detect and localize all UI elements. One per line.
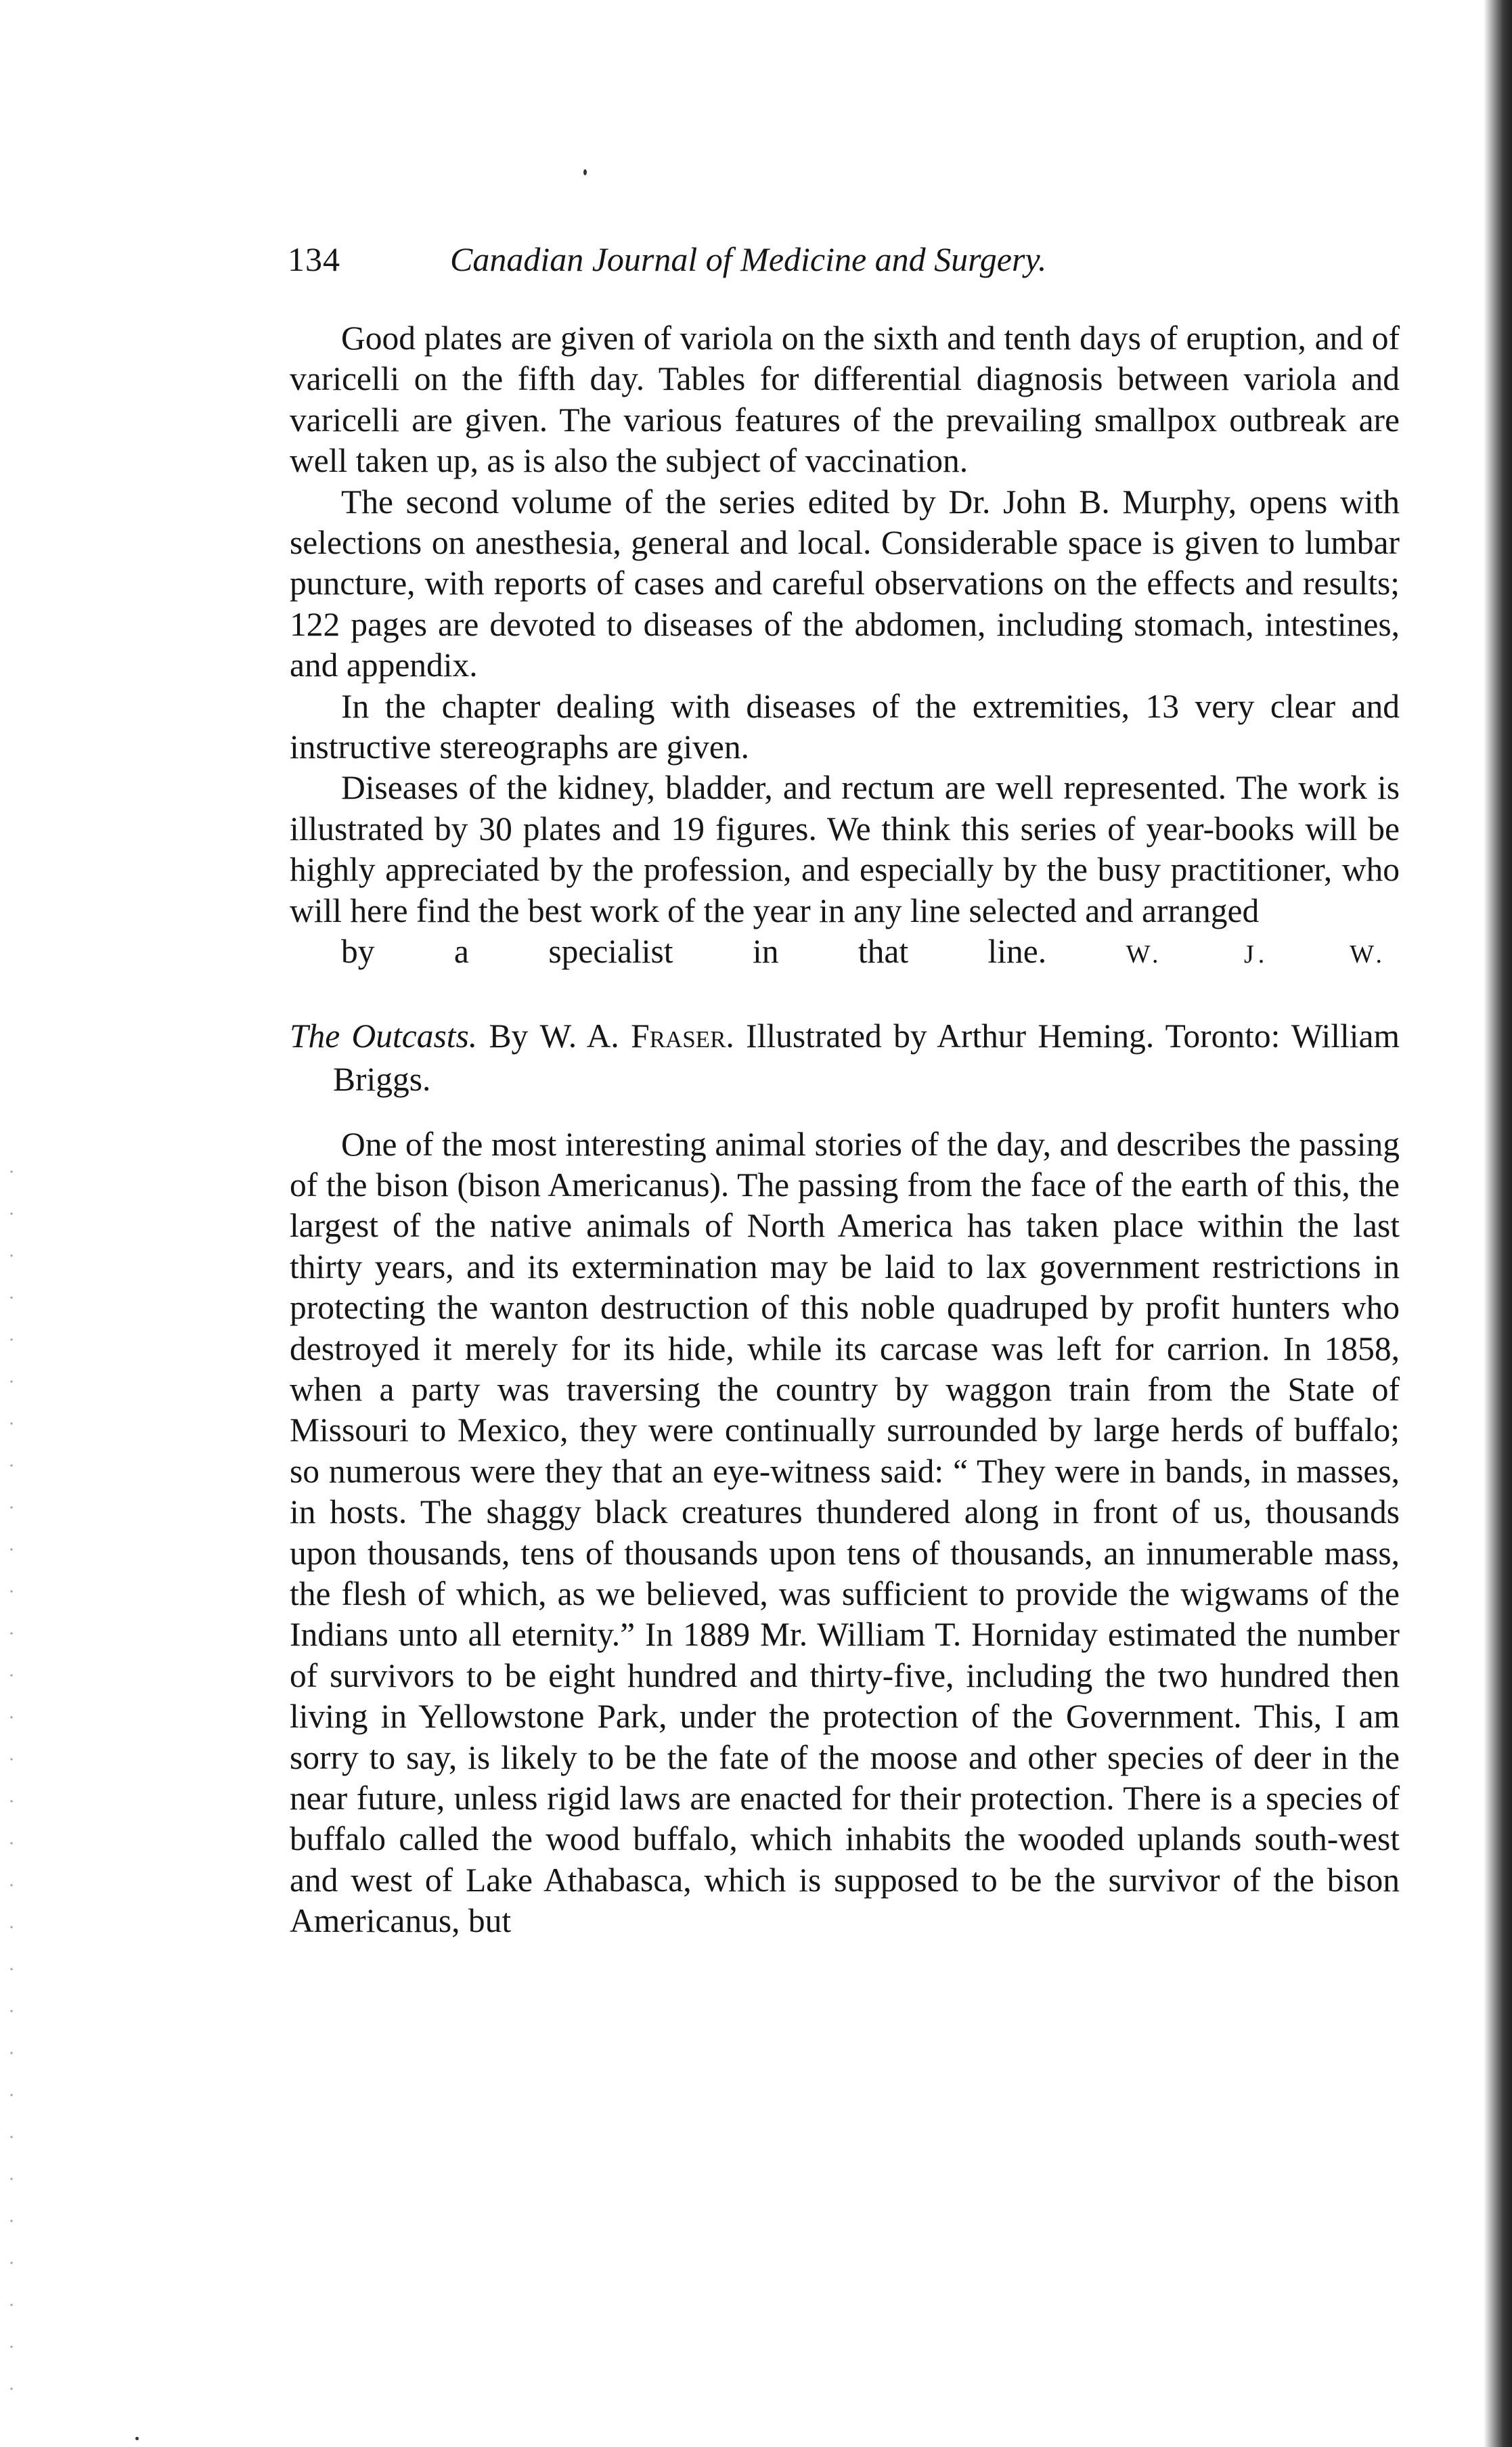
page-number: 134	[288, 240, 340, 278]
book-author: W. A. Fraser.	[539, 1017, 734, 1055]
book-title: The Outcasts.	[290, 1017, 478, 1055]
book-review-body: One of the most interesting animal stories of the day, and describes the passing of the bison (bison Americanus). The passing from the face of the earth of this, the largest of the native animals of North America has taken place within the last thirty years, and its extermination may be laid to lax government restrictions in protecting the wanton destruction of this noble quadruped by profit hunters who destroyed it merely for its hide, while its carcase was left for carrion. In 1858, when a party was traversing the country by waggon train from the State of Missouri to Mexico, they were continually surrounded by large herds of buffalo; so numerous were they that an eye-witness said: “ They were in bands, in masses, in hosts. The shaggy black creatures thundered along in front of us, thousands upon thousands, tens of thousands upon tens of thousands, an innumerable mass, the flesh of which, as we believed, was sufficient to provide the wigwams of the Indians unto all eternity.” In 1889 Mr. William T. Horniday estimated the number of survivors to be eight hundred and thirty-five, including the two hundred then living in Yellowstone Park, under the protection of the Government. This, I am sorry to say, is likely to be the fate of the moose and other species of deer in the near future, unless rigid laws are enacted for their protection. There is a species of buffalo called the wood buffalo, which inhabits the wooded uplands south-west and west of Lake Athabasca, which is supposed to be the survivor of the bison Americanus, but	[290, 1125, 1400, 1940]
page-body	[290, 318, 1400, 1942]
review-paragraph: Good plates are given of variola on the sixth and tenth days of eruption, and of varicelli on the fifth day. Tables for differential diagnosis between variola and varicelli are given. The various features of the prevailing smallpox outbreak are well taken up, as is also the subject of vaccination.	[290, 319, 1400, 480]
running-header	[288, 236, 1411, 283]
closing-text: by a specialist in that line.	[341, 933, 1047, 971]
top-speck	[583, 169, 587, 175]
margin-specks	[7, 1151, 16, 2423]
page-edge-shadow	[1484, 0, 1512, 2447]
signature-line	[290, 931, 1400, 975]
by-word: By	[489, 1017, 529, 1055]
book-publication-details: Illustrated by Arthur Heming. Toronto: William Briggs.	[333, 1017, 1400, 1098]
review-paragraph-final	[290, 768, 1400, 975]
review-paragraph-text: Diseases of the kidney, bladder, and rectum are well represented. The work is illustrated by 30 plates and 19 figures. We think this series of year-books will be highly appreciated by the profession, and especially by the busy practitioner, who will here find the best work of the year in any line selected and arranged	[290, 769, 1400, 929]
journal-title: Canadian Journal of Medicine and Surgery.	[450, 240, 1047, 278]
review-paragraph: The second volume of the series edited by Dr. John B. Murphy, opens with selections on anesthesia, general and local. Considerable space is given to lumbar puncture, with reports of cases and careful observations on the effects and results; 122 pages are devoted to diseases of the abdomen, including stomach, intestines, and appendix.	[290, 483, 1400, 684]
reviewer-initials: W. J. W.	[1126, 940, 1387, 969]
book-heading	[290, 1015, 1400, 1101]
review-paragraph: In the chapter dealing with diseases of the extremities, 13 very clear and instructive stereographs are given.	[290, 687, 1400, 766]
bottom-speck	[135, 2437, 139, 2440]
